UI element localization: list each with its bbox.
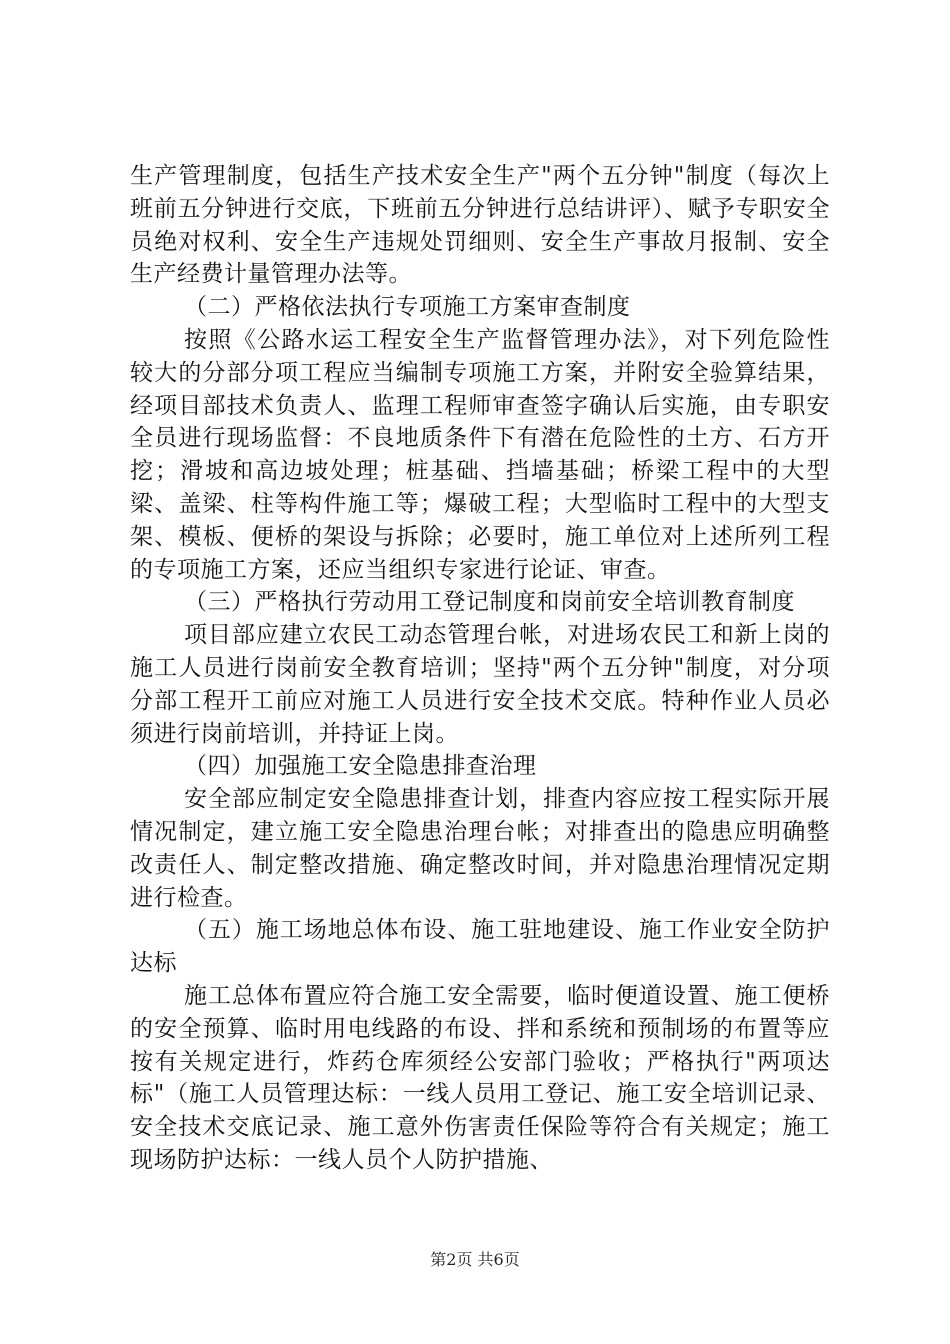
- paragraph-safety-system-list: 生产管理制度，包括生产技术安全生产"两个五分钟"制度（每次上班前五分钟进行交底，下班前五分钟进行总结讲评）、赋予专职安全员绝对权利、安全生产违规处罚细则、安全生产事故月报制、安全生产经费计量管理办法等。: [130, 163, 830, 288]
- section-heading-5: （五）施工场地总体布设、施工驻地建设、施工作业安全防护达标: [130, 917, 830, 977]
- paragraph-site-layout: 施工总体布置应符合施工安全需要，临时便道设置、施工便桥的安全预算、临时用电线路的布设、拌和系统和预制场的布置等应按有关规定进行，炸药仓库须经公安部门验收；严格执行"两项达标"（施工人员管理达标：一线人员用工登记、施工安全培训记录、安全技术交底记录、施工意外伤害责任保险等符合有关规定；施工现场防护达标：一线人员个人防护措施、: [130, 982, 830, 1173]
- paragraph-hazard-inspection: 安全部应制定安全隐患排查计划，排查内容应按工程实际开展情况制定，建立施工安全隐患治理台帐；对排查出的隐患应明确整改责任人、制定整改措施、确定整改时间，并对隐患治理情况定期进行检查。: [130, 786, 830, 911]
- section-heading-3: （三）严格执行劳动用工登记制度和岗前安全培训教育制度: [184, 589, 795, 616]
- section-heading-4: （四）加强施工安全隐患排查治理: [184, 753, 537, 780]
- paragraph-labor-registration: 项目部应建立农民工动态管理台帐，对进场农民工和新上岗的施工人员进行岗前安全教育培训；坚持"两个五分钟"制度，对分项分部工程开工前应对施工人员进行安全技术交底。特种作业人员必须进行岗前培训，并持证上岗。: [130, 622, 830, 747]
- page-footer: 第2页 共6页: [430, 1250, 520, 1269]
- document-body: [130, 160, 830, 1177]
- paragraph-special-plan-review: 按照《公路水运工程安全生产监督管理办法》，对下列危险性较大的分部分项工程应当编制专项施工方案，并附安全验算结果，经项目部技术负责人、监理工程师审查签字确认后实施，由专职安全员进行现场监督：不良地质条件下有潜在危险性的土方、石方开挖；滑坡和高边坡处理；桩基础、挡墙基础；桥梁工程中的大型梁、盖梁、柱等构件施工等；爆破工程；大型临时工程中的大型支架、模板、便桥的架设与拆除；必要时，施工单位对上述所列工程的专项施工方案，还应当组织专家进行论证、审查。: [130, 326, 830, 583]
- section-heading-2: （二）严格依法执行专项施工方案审查制度: [184, 294, 631, 321]
